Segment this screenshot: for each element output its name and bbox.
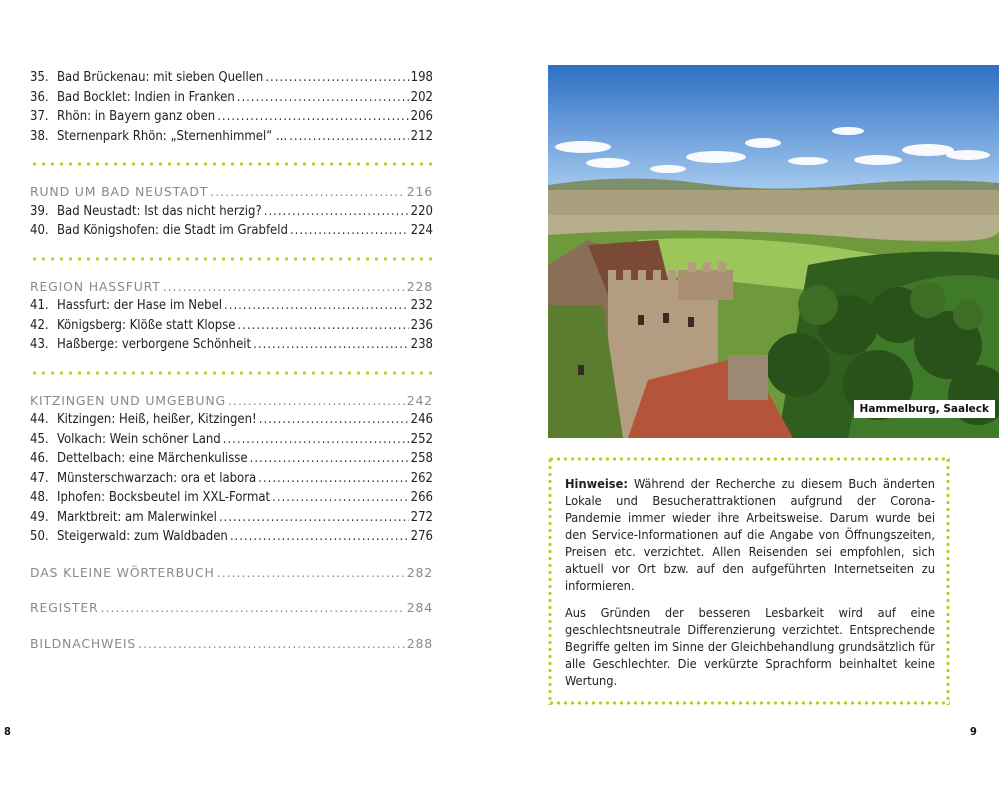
entry-title: Bad Bocklet: Indien in Franken [57,89,235,105]
entry-title: Steigerwald: zum Waldbaden [57,529,228,544]
toc-entry [30,508,433,528]
toc-entry [30,469,433,489]
entry-page: 276 [410,529,433,544]
toc-entry [30,430,433,450]
photo-caption: Hammelburg, Saaleck [854,400,995,418]
toc-entry [30,296,433,316]
entry-page: 206 [410,109,433,124]
section-title: REGISTER [30,600,99,615]
entry-title: Volkach: Wein schöner Land [57,431,221,447]
dot-leader [265,68,408,88]
toc-entry [30,107,433,127]
entry-page: 202 [410,89,433,105]
toc-entry [30,88,433,108]
toc-group [30,68,433,146]
dotted-divider [30,162,433,166]
section-title: REGION HASSFURT [30,278,161,294]
landscape-photo [548,65,999,438]
dot-leader [289,127,409,147]
entry-page: 272 [410,509,433,525]
entry-page: 236 [410,317,433,333]
dot-leader [138,634,405,654]
section-title: RUND UM BAD NEUSTADT [30,184,209,199]
toc-entry [30,221,433,241]
dot-leader [272,488,409,508]
dot-leader [217,107,408,127]
entry-page: 212 [410,128,433,144]
page-number-left: 8 [4,725,11,738]
table-of-contents [30,68,433,653]
toc-entry [30,488,433,508]
toc-group [30,391,433,547]
dot-leader [230,527,409,547]
dotted-divider [30,371,433,375]
page-number-right: 9 [970,725,977,738]
dot-leader [219,508,409,528]
entry-title: Haßberge: verborgene Schönheit [57,337,252,352]
toc-section-heading [30,182,433,202]
entry-title: Münsterschwarzach: ora et labora [57,470,257,486]
entry-title: Bad Neustadt: Ist das nicht herzig? [57,203,262,219]
entry-page: 232 [410,298,433,313]
dot-leader [259,410,409,430]
dot-leader [228,391,405,411]
toc-entry [30,202,433,222]
toc-entry [30,449,433,469]
entry-page: 266 [410,490,433,505]
entry-title: Kitzingen: Heiß, heißer, Kitzingen! [57,412,257,427]
toc-group [30,182,433,241]
entry-number: 46. [30,451,49,466]
dot-leader [264,202,409,222]
dot-leader [290,221,409,241]
section-page: 284 [406,600,433,615]
entry-title: Königsberg: Klöße statt Klopse [57,317,236,333]
entry-number: 35. [30,70,49,85]
notice-text: Während der Recherche zu diesem Buch änderten Lokale und Besucherattraktionen aufgrund der Corona-Pandemie immer wieder ihre Arbeitsweise. Darum wurde bei den Service-Informationen auf die Angabe von Öffnungszeiten, Preisen etc. verzichtet. Allen Reisenden sei empfohlen, sich aktuell vor Ort bzw. auf den aufgeführten Internetseiten zu informieren. [565,476,935,593]
toc-entry [30,410,433,430]
entry-page: 220 [410,203,433,219]
entry-page: 238 [410,337,433,352]
notice-label: Hinweise: [565,476,628,491]
entry-page: 258 [410,451,433,466]
entry-number: 44. [30,412,49,427]
toc-section-heading [30,391,433,411]
notice-paragraph [565,475,935,594]
entry-number: 43. [30,337,49,352]
dot-leader [217,563,405,583]
section-page: 228 [406,278,433,294]
dot-leader [101,598,405,618]
entry-title: Hassfurt: der Hase im Nebel [57,298,223,313]
section-page: 242 [406,392,433,408]
dot-leader [237,88,409,108]
entry-page: 246 [410,412,433,427]
entry-number: 40. [30,223,49,238]
section-page: 288 [406,635,433,651]
entry-number: 39. [30,203,49,219]
toc-entry [30,316,433,336]
entry-page: 224 [410,223,433,238]
entry-title: Marktbreit: am Malerwinkel [57,509,217,525]
entry-number: 45. [30,431,49,447]
entry-number: 47. [30,470,49,486]
dot-leader [250,449,409,469]
entry-page: 252 [410,431,433,447]
entry-title: Bad Brückenau: mit sieben Quellen [57,70,264,85]
entry-number: 50. [30,529,49,544]
section-page: 216 [406,184,433,199]
entry-title: Sternenpark Rhön: „Sternenhimmel“ ... [57,128,288,144]
entry-page: 198 [410,70,433,85]
notice-box [548,457,950,705]
entry-title: Iphofen: Bocksbeutel im XXL-Format [57,490,271,505]
entry-number: 41. [30,298,49,313]
notice-paragraph: Aus Gründen der besseren Lesbarkeit wird auf eine geschlechtsneutrale Differenzierung verzichtet. Entsprechende Begriffe gelten im Sinne der Gleichbehandlung grundsätzlich für alle Geschlechter. Die verkürzte Sprachform beinhaltet keine Wertung. [565,605,935,688]
entry-page: 262 [410,470,433,486]
dot-leader [258,469,408,489]
toc-entry [30,68,433,88]
toc-group [30,277,433,355]
dot-leader [238,316,409,336]
toc-entry [30,335,433,355]
dotted-divider [30,257,433,261]
section-title: KITZINGEN UND UMGEBUNG [30,392,227,408]
section-title: DAS KLEINE WÖRTERBUCH [30,564,215,580]
section-page: 282 [406,564,433,580]
entry-number: 49. [30,509,49,525]
toc-extra-heading [30,598,433,618]
toc-extra-heading [30,563,433,583]
toc-section-heading [30,277,433,297]
toc-extra-heading [30,634,433,654]
entry-title: Dettelbach: eine Märchenkulisse [57,451,248,466]
dot-leader [224,296,409,316]
entry-title: Bad Königshofen: die Stadt im Grabfeld [57,223,288,238]
section-title: BILDNACHWEIS [30,635,137,651]
entry-number: 42. [30,317,49,333]
dot-leader [210,182,405,202]
toc-entry [30,527,433,547]
dot-leader [253,335,409,355]
entry-number: 48. [30,490,49,505]
entry-number: 37. [30,109,49,124]
entry-number: 38. [30,128,49,144]
toc-entry [30,127,433,147]
entry-number: 36. [30,89,49,105]
dot-leader [223,430,409,450]
dot-leader [163,277,405,297]
castle-landscape-illustration [548,65,999,438]
entry-title: Rhön: in Bayern ganz oben [57,109,216,124]
